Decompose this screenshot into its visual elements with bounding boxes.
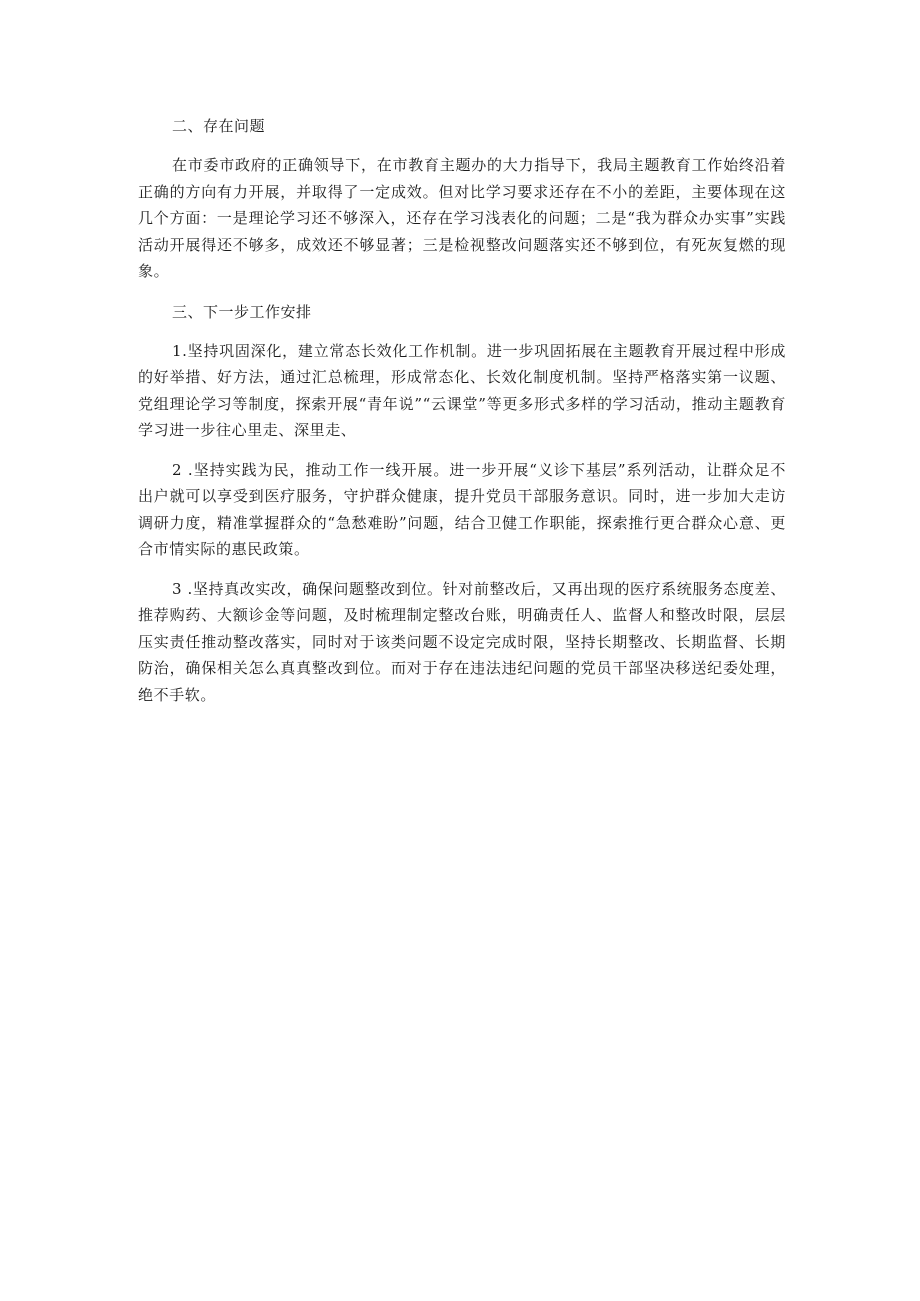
paragraph-next-step-1: 1.坚持巩固深化，建立常态长效化工作机制。进一步巩固拓展在主题教育开展过程中形成的好举措、好方法，通过汇总梳理，形成常态化、长效化制度机制。坚持严格落实第一议题、党组理论学习等制度，探索开展“青年说”“云课堂”等更多形式多样的学习活动，推动主题教育学习进一步往心里走、深里走、 xyxy=(138,341,786,439)
document-body xyxy=(138,112,786,721)
section-heading-next-steps: 三、下一步工作安排 xyxy=(172,302,312,321)
paragraph-next-step-3: 3 .坚持真改实改，确保问题整改到位。针对前整改后，又再出现的医疗系统服务态度差、推荐购药、大额诊金等问题，及时梳理制定整改台账，明确责任人、监督人和整改时限，层层压实责任推动整改落实，同时对于该类问题不设定完成时限，坚持长期整改、长期监督、长期防治，确保相关怎么真真整改到位。而对于存在违法违纪问题的党员干部坚决移送纪委处理，绝不手软。 xyxy=(138,579,786,704)
paragraph-problems: 在市委市政府的正确领导下，在市教育主题办的大力指导下，我局主题教育工作始终沿着正确的方向有力开展，并取得了一定成效。但对比学习要求还存在不小的差距，主要体现在这几个方面：一是理论学习还不够深入，还存在学习浅表化的问题；二是“我为群众办实事”实践活动开展得还不够多，成效还不够显著；三是检视整改问题落实还不够到位，有死灰复燃的现象。 xyxy=(138,156,786,280)
section-heading-problems: 二、存在问题 xyxy=(172,117,266,135)
paragraph-next-step-2: 2 .坚持实践为民，推动工作一线开展。进一步开展“义诊下基层”系列活动，让群众足不出户就可以享受到医疗服务，守护群众健康，提升党员干部服务意识。同时，进一步加大走访调研力度，精准掌握群众的“急愁难盼”问题，结合卫健工作职能，探索推行更合群众心意、更合市情实际的惠民政策。 xyxy=(138,460,786,558)
